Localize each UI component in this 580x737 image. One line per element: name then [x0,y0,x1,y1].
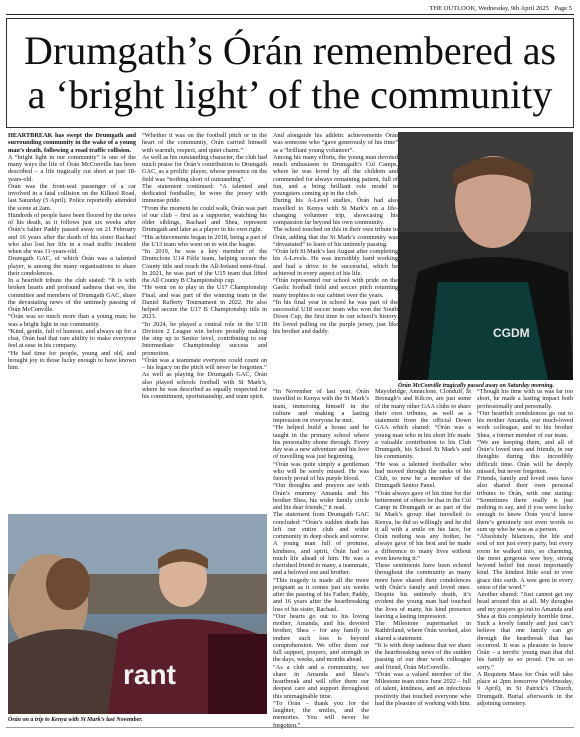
article-column-1 [8,132,136,510]
svg-text:CGDM: CGDM [493,326,530,340]
caption-portrait: Órán McConville tragically passed away on Saturday morning. [398,383,555,389]
article-paragraph: A Requiem Mass for Órán will take place at 2pm tomorrow (Wednesday, 9 April), in St Patrick’s Church, Drumgath. Burial afterwards in the adjoining cemetery. [477,670,573,707]
kenya-photo-illustration [8,514,267,714]
article-paragraph: “Our heartfelt condolences go out to his mother Amanda, our much-loved work colleague, and to his brother Shea, a former member of our team. [477,409,573,439]
article-paragraph: Among his many efforts, the young man devoted much enthusiasm to Drumgath’s Cúl Camps, where he was loved by all the children and commended for always remaining patient, full of fun, and a bring brilliant role model to youngsters coming up in the club. [273,153,398,197]
page-number: Page 5 [554,5,572,12]
article-paragraph: “We are keeping them, and all of Órán’s loved ones and friends, in our thoughts during this incredibly difficult time. Órán will be deeply missed, but never forgotten. [477,438,573,475]
article-paragraph: “To Órán – thank you for the laughter, the smiles, and the memories. You will never be forgotten.” [273,699,369,729]
publication-line: THE OUTLOOK, Wednesday, 9th April 2025 [429,5,549,12]
article-paragraph: As well as playing for Drumgath GAC, Órán also played schools football with St Mark’s, where he was described as equally respected for his commitment, sportsmanship, and team spirit. [142,371,267,400]
article-paragraph: Órán was the front-seat passenger of a car involved in a fatal collision on the Kilkeel Road, last Saturday (5 April). Police reportedly attended the scene at 2am. [8,182,136,212]
svg-text:rant: rant [123,659,176,690]
article-paragraph: “Órán was a valued member of the Milestone team since June 2022 – full of talent, kindness, and an infectious positivity that touched everyone who had the pleasure of working with him. [375,670,472,707]
headline-line-2: a ‘bright light’ of the community [27,72,553,117]
article-paragraph: The school touched on this in their own tribute to Órán, adding that the St Mark’s community was “devastated” to learn of his untimely passing. [273,226,398,248]
article-paragraph: A “bright light in our community” is one of the many ways the life of Órán McConville has been described – a life tragically cut short at just 18-years-old. [8,153,136,183]
article-column-4 [273,388,369,729]
article-paragraph: The Milestone supermarket in Rathfriland, where Órán worked, also shared a statement. [375,620,471,642]
article-paragraph: These sentiments have been echoed throughout the community as many more have shared their condolences with Órán’s family and loved ones. Despite his untimely death, it’s evident the young man had touched the lives of many, his kind presence leaving a lasting impression. [375,562,471,620]
oran-portrait-photo [398,132,573,380]
article-paragraph: “In 2019, he was a key member of the Drumclone U14 Féile team, helping secure the County title and reach the All-Ireland semi-final. In 2021, he was part of the U15 team that lifted the All County B Championship cup. [142,248,267,284]
article-paragraph: “Though his time with us was far too short, he made a lasting impact both professionally and personally. [477,388,573,410]
article-column-2 [142,132,267,510]
article-column-3 [273,132,398,382]
article-paragraph: “It is with deep sadness that we share the heartbreaking news of the sudden passing of our dear work colleague and friend, Órán McConville. [375,641,471,671]
article-column-6 [477,388,573,722]
article-paragraph: Friends, family and loved ones have also shared their own personal tributes to Órán, with one stating: “Sometimes there really is just nothing to say, and if you were lucky enough to know Órán you’d know there’s genuinely not even words to sum up who he was as a person. [477,475,573,533]
article-paragraph: “He was a talented footballer who had moved through the ranks of his Club, to now be a member of the Drumgath Senior Panel. [375,460,471,490]
article-paragraph: Drumgath GAC, of which Órán was a talented player, is among the many organisations to share their condolences. [8,255,136,277]
headline-line-1: Drumgath’s Órán remembered as [23,28,557,73]
article-paragraph: HEARTBREAK has swept the Drumgath and surrounding community in the wake of a young man’s death, following a road traffic collision. [8,132,136,154]
kenya-trip-photo [8,514,267,714]
article-paragraph: And alongside his athletic achievements Órán was someone who “gave generously of his time” as a “brilliant young volunteer”. [273,132,398,154]
caption-kenya: Órán on a trip to Kenya with St Mark’s last November. [8,717,143,723]
article-paragraph: “He had time for people, young and old, and brought joy to those lucky enough to have known him. [8,349,136,371]
article-paragraph: “As a club and a community, we share in Amanda and Shea’s heartbreak and will offer them our deepest care and support throughout this unimaginable time. [273,663,369,700]
article-paragraph: “He went on to play in the U17 Championship Final, and was part of the winning team in the Daniel Rafferty Tournament in 2022. He also helped secure the U17 B Championship title in 2023. [142,284,267,321]
article-paragraph: “Órán left St Mark’s last August after completing his A-Levels. He was incredibly hard working and had a drive to be successful, which he achieved in every aspect of his life. [273,248,398,277]
article-paragraph: “Our thoughts and prayers are with Órán’s mummy Amanda and his brother Shea, his wider family circle and his dear friends,” it read. [273,482,369,511]
article-paragraph: “In November of last year, Órán travelled to Kenya with the St Mark’s team, immersing himself in the culture and making a lasting impression on everyone he met. [273,388,369,424]
article-paragraph: “Órán always gave of his time for the betterment of others be that in the Cúl Camp in Drumgath or as part of the St Mark’s group that travelled to Kenya, he did so willingly and he did it all with a smile on his face, for Órán nothing was any bother, he always gave of his best and he made a difference to many lives without even knowing it.” [375,489,471,562]
article-paragraph: As well as his outstanding character, the club had much praise for Órán’s contribution to Drumgath GAC, as a prolific player, whose presence on the field was “nothing short of outstanding”. [142,153,267,183]
article-paragraph: Hundreds of people have been floored by the news of his death, as it follows just six weeks after Órán’s father Paddy passed away on 21 February and 16 years after the death of his sister Rachael who also lost her life in a road traffic incident when she was 11-years-old. [8,211,136,255]
article-paragraph: “Órán was quite simply a gentleman who will be sorely missed. He was fiercely proud of his purple blood. [273,460,369,482]
article-paragraph: “Órán was so much more than a young man; he was a bright light in our community. [8,313,136,328]
article-paragraph: “In his final year in school he was part of the successful U18 soccer team who won the South Down Cup, the first time in our school’s history. He loved pulling on the purple jersey, just like his brother and daddy. [273,298,398,335]
page-header [6,3,574,15]
article-paragraph: “He helped build a house and he taught in the primary school where his personality shone through. Every day was a new adventure and his love of travelling was just beginning. [273,424,369,461]
article-paragraph: During his A-Level studies, Órán had also travelled to Kenya with St Mark’s on a life-changing volunteer trip, showcasing his compassion far beyond his own community. [273,197,398,226]
headline-box [6,18,574,128]
article-paragraph: “Órán was a teammate everyone could count on – his legacy on the pitch will never be forgotten.” [142,356,267,371]
article-paragraph: Another shared: “Just cannot get my head around this at all. My thoughts and my prayers go out to Amanda and Shea at this completely horrible time. Such a lovely family and just can’t believe that one family can go through the heartbreak that has occurred. It was a pleasure to know Órán – a terrific young man that did his family so so proud. I’m so so sorry.” [477,591,574,671]
article-column-5 [375,388,471,722]
article-paragraph: “Órán represented our school with pride on the Gaelic football field and soccer pitch returning many trophies to our cabinet over the years. [273,277,398,299]
article-paragraph: “In 2024, he played a central role in the U18 Division 2 League win before proudly making the step up to Senior level, contributing to our Intermediate Championship success and promotion. [142,320,267,357]
article-paragraph: “Whether it was on the football pitch or in the heart of the community, Órán carried himself with warmth, respect, and quiet charm.” [142,132,267,154]
article-paragraph: In a heartfelt tribute the club stated: “It is with broken hearts and profound sadness that we, the committee and members of Drumgath GAC, share the devastating news of the untimely passing of Órán McConville. [8,277,136,313]
article-paragraph: “This tragedy is made all the more poignant as it comes just six weeks after the passing of his Father, Paddy, and 16 years after the heartbreaking loss of his sister, Rachael. [273,576,369,613]
article-paragraph: “Our hearts go out to his loving mother, Amanda, and his devoted brother, Shea – for any family to endure such loss is beyond comprehension. We offer them our full support, prayers, and strength in the days, weeks, and months ahead. [273,612,369,664]
article-paragraph: The statement from Drumgath GAC concluded: “Órán’s sudden death has left our entire club and wider community in deep shock and sorrow. A young man full of promise, kindness, and spirit, Órán had so much life ahead of him. He was a cherished friend to many, a teammate, and a beloved son and brother. [273,511,369,577]
article-paragraph: The statement continued: “A talented and dedicated footballer, he wore the jersey with immense pride. [142,182,267,205]
footer-rule [6,727,574,728]
article-paragraph: “From the moment he could walk, Órán was part of our club – first as a supporter, watching his older siblings, Rachael and Shea, represent Drumgath and later as a player in his own right. [142,204,267,234]
article-paragraph: “Kind, gentle, full of humour, and always up for a chat, Órán had that rare ability to make everyone feel at ease in his company. [8,327,136,350]
portrait-illustration [398,132,573,380]
article-paragraph: “His achievements began in 2018, being a part of the U13 team who went on to win the league. [142,233,267,248]
article-paragraph: “Absolutely hilarious, the life and soul of not just every party, but every room he walked into, so charming, the most gorgeous wee boy, strong beyond belief but most importantly kind. The kindest little soul to ever grace this earth. A wee gem in every sense of the word.” [477,533,573,591]
article-paragraph: Mayobridge, Annaclone, Clonduff, St Bronagh’s and Kilcoo, are just some of the many other GAA clubs to share their own tributes, as well as a statement from the official Down GAA which shared: “Órán was a young man who in his short life made a valuable contribution to his Club Drumgath, his School St Mark’s and his community. [375,388,471,461]
